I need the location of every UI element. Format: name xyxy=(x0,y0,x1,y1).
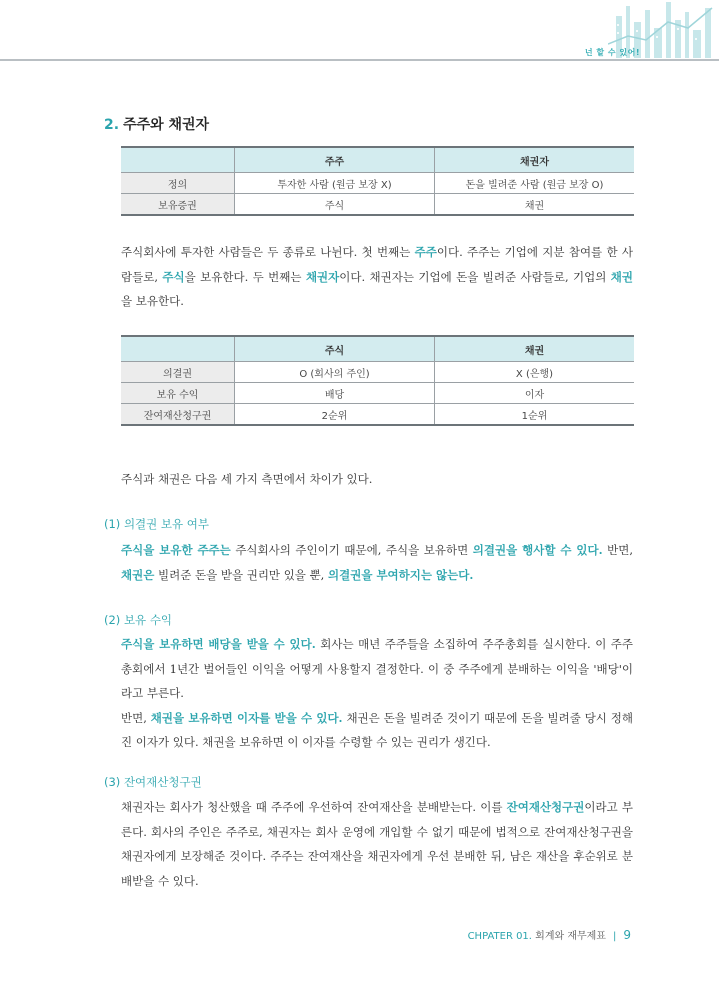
table-cell: 주식 xyxy=(235,194,435,216)
table-row-head: 보유 수익 xyxy=(121,383,235,404)
text-run: 채권은 돈을 빌려준 것이기 때문에 돈을 빌려줄 당시 정해진 이자가 있다. 채권을 보유하면 이 이자를 수령할 수 있는 권리가 생긴다. xyxy=(121,710,634,749)
holding-income-paragraph xyxy=(121,632,633,755)
table-header-cell xyxy=(121,147,235,173)
page-number: 9 xyxy=(623,928,631,942)
table-row-head: 보유증권 xyxy=(121,194,235,216)
text-run: 주식회사의 주인이기 때문에, 주식을 보유하면 xyxy=(230,543,473,557)
text-run: 이다. 채권자는 기업에 돈을 빌려준 사람들로, 기업의 xyxy=(339,269,611,284)
voting-rights-paragraph xyxy=(121,538,633,587)
text-run: 을 보유한다. 두 번째는 xyxy=(184,269,306,284)
text-run: 반면, xyxy=(121,710,151,725)
summary-sentence: 주식과 채권은 다음 세 가지 측면에서 차이가 있다. xyxy=(121,472,373,486)
footer-separator: | xyxy=(612,931,617,942)
subheading-residual-claim: (3) 잔여재산청구권 xyxy=(104,775,202,789)
text-run: 을 보유한다. xyxy=(121,294,184,308)
table-header-row xyxy=(121,336,634,362)
shareholder-creditor-table xyxy=(121,146,634,216)
stock-bond-table xyxy=(121,335,634,426)
table-header-cell xyxy=(121,336,235,362)
text-run: 회사는 매년 주주들을 소집하여 주주총회를 실시한다. 이 주주총회에서 1년간 벌어들인 이익을 어떻게 사용할지 결정한다. 이 중 주주에게 분배하는 이익을 '배당'이라고 부른다. xyxy=(121,637,633,700)
table-row xyxy=(121,194,634,216)
table-cell: 이자 xyxy=(435,383,635,404)
table-header-cell: 채권 xyxy=(435,336,635,362)
highlight-bond: 채권 xyxy=(610,269,634,284)
subheading-voting-rights: (1) 의결권 보유 여부 xyxy=(104,517,210,531)
table-cell: 채권 xyxy=(435,194,635,216)
table-row xyxy=(121,404,634,426)
residual-claim-paragraph xyxy=(121,795,633,893)
table-cell: 2순위 xyxy=(235,404,435,426)
footer-chapter-title: 회계와 재무제표 xyxy=(535,931,606,942)
page-footer xyxy=(468,927,631,942)
table-header-cell: 채권자 xyxy=(435,147,635,173)
table-header-row xyxy=(121,147,634,173)
highlight-stock: 주식 xyxy=(162,269,185,284)
table-row-head: 정의 xyxy=(121,173,235,194)
section-title xyxy=(104,114,209,134)
highlight-text: 의결권을 부여하지는 않는다. xyxy=(328,567,474,582)
text-run: 채권자는 회사가 청산했을 때 주주에 우선하여 잔여재산을 분배받는다. 이를 xyxy=(121,800,507,814)
table-header-cell: 주주 xyxy=(235,147,435,173)
text-run: 빌려준 돈을 받을 권리만 있을 뿐, xyxy=(154,567,328,582)
table-row xyxy=(121,362,634,383)
highlight-text: 채권은 xyxy=(121,567,155,582)
highlight-text: 잔여재산청구권 xyxy=(506,800,585,814)
header-rule xyxy=(0,59,719,61)
table-cell: 투자한 사람 (원금 보장 X) xyxy=(235,173,435,194)
highlight-text: 의결권을 행사할 수 있다. xyxy=(472,543,603,557)
intro-paragraph xyxy=(121,240,633,314)
table-cell: O (회사의 주인) xyxy=(235,362,435,383)
text-run: 반면, xyxy=(602,543,633,557)
highlight-creditor: 채권자 xyxy=(305,269,340,284)
table-row-head: 잔여재산청구권 xyxy=(121,404,235,426)
text-run: 주식회사에 투자한 사람들은 두 종류로 나뉜다. 첫 번째는 xyxy=(121,245,415,259)
table-row xyxy=(121,383,634,404)
table-header-cell: 주식 xyxy=(235,336,435,362)
highlight-text: 주식을 보유하면 배당을 받을 수 있다. xyxy=(121,637,316,651)
section-title-text: 주주와 채권자 xyxy=(123,117,210,133)
running-title: 넌 할 수 있어! xyxy=(584,48,640,57)
footer-chapter: CHPATER 01. xyxy=(467,931,532,942)
text-run: 이다. 주주는 기업에 지분 참여를 한 사람들로, xyxy=(121,245,633,284)
section-number: 2. xyxy=(104,117,120,133)
table-row-head: 의결권 xyxy=(121,362,235,383)
table-cell: X (은행) xyxy=(435,362,635,383)
table-cell: 돈을 빌려준 사람 (원금 보장 O) xyxy=(435,173,635,194)
subheading-holding-income: (2) 보유 수익 xyxy=(104,613,173,627)
text-run: 이라고 부른다. 회사의 주인은 주주로, 채권자는 회사 운영에 개입할 수 없기 때문에 법적으로 잔여재산청구권을 채권자에게 보장해준 것이다. 주주는 잔여재산을 채권자에게 우선 분배한 뒤, 남은 재산을 후순위로 분배받을 수 있다. xyxy=(121,800,634,888)
highlight-shareholder: 주주 xyxy=(414,245,437,259)
highlight-text: 채권을 보유하면 이자를 받을 수 있다. xyxy=(150,710,343,725)
table-cell: 배당 xyxy=(235,383,435,404)
table-cell: 1순위 xyxy=(435,404,635,426)
highlight-text: 주식을 보유한 주주는 xyxy=(121,543,231,557)
table-row xyxy=(121,173,634,194)
